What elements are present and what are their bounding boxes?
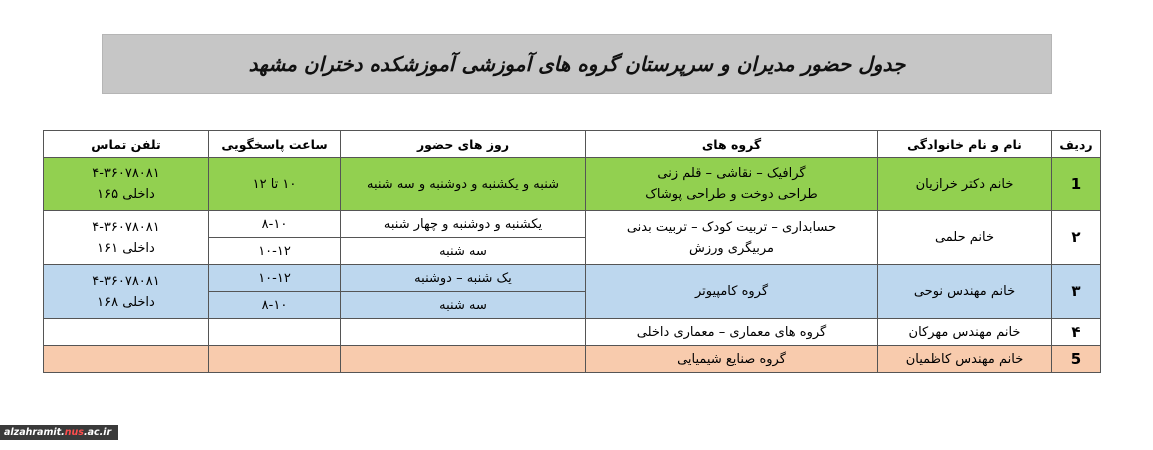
- header-groups: گروه های: [586, 131, 878, 158]
- hours-cell: ۱۰ تا ۱۲: [209, 158, 341, 211]
- site-suffix: .ac.ir: [83, 427, 112, 438]
- phone-number: ۴-۳۶۰۷۸۰۸۱: [92, 166, 160, 181]
- person-name: خانم دکتر خرازیان: [878, 158, 1052, 211]
- row-number: ۳: [1052, 265, 1101, 319]
- groups-cell: گروه کامپیوتر: [586, 265, 878, 319]
- phone-number: ۴-۳۶۰۷۸۰۸۱: [92, 219, 160, 235]
- groups-cell: گروه صنایع شیمیایی: [586, 346, 878, 373]
- header-hours: ساعت پاسخگویی: [209, 131, 341, 158]
- person-name: خانم مهندس مهرکان: [878, 319, 1052, 346]
- table-row: [44, 265, 1101, 292]
- row-number: 1: [1052, 158, 1101, 211]
- days-cell: سه شنبه: [341, 292, 586, 319]
- hours-cell: ۱۰-۱۲: [209, 238, 341, 265]
- table-row: [44, 346, 1101, 373]
- hours-cell: [209, 346, 341, 373]
- groups-line: گرافیک – نقاشی – قلم زنی: [657, 166, 806, 181]
- groups-line: مربیگری ورزش: [688, 240, 775, 256]
- person-name: خانم مهندس نوحی: [878, 265, 1052, 319]
- header-row-number: ردیف: [1052, 131, 1101, 158]
- site-accent: nus: [64, 427, 84, 438]
- hours-cell: [209, 319, 341, 346]
- groups-cell: گروه های معماری – معماری داخلی: [586, 319, 878, 346]
- days-cell: [341, 346, 586, 373]
- page-title: جدول حضور مدیران و سرپرستان گروه های آموزشی آموزشکده دختران مشهد: [248, 52, 906, 76]
- row-number: ۲: [1052, 211, 1101, 265]
- days-cell: سه شنبه: [341, 238, 586, 265]
- phone-cell: [44, 346, 209, 373]
- phone-cell: [44, 319, 209, 346]
- phone-extension: داخلی ۱۶۱: [97, 240, 155, 256]
- phone-extension: داخلی ۱۶۸: [97, 294, 155, 310]
- row-number: 5: [1052, 346, 1101, 373]
- groups-line: حسابداری – تربیت کودک – تربیت بدنی: [626, 219, 837, 235]
- table-row: [44, 158, 1101, 211]
- days-cell: [341, 319, 586, 346]
- site-watermark[interactable]: [0, 425, 118, 440]
- row-number: ۴: [1052, 319, 1101, 346]
- hours-cell: ۱۰-۱۲: [209, 265, 341, 292]
- header-name: نام و نام خانوادگی: [878, 131, 1052, 158]
- groups-cell: [586, 158, 878, 211]
- phone-number: ۴-۳۶۰۷۸۰۸۱: [92, 273, 160, 289]
- days-cell: شنبه و یکشنبه و دوشنبه و سه شنبه: [341, 158, 586, 211]
- site-prefix: alzahramit.: [4, 427, 65, 438]
- days-cell: یکشنبه و دوشنبه و چهار شنبه: [341, 211, 586, 238]
- days-cell: یک شنبه – دوشنبه: [341, 265, 586, 292]
- phone-extension: داخلی ۱۶۵: [97, 187, 155, 202]
- hours-cell: ۸-۱۰: [209, 211, 341, 238]
- hours-cell: ۸-۱۰: [209, 292, 341, 319]
- groups-line: طراحی دوخت و طراحی پوشاک: [645, 187, 818, 202]
- header-row: [44, 131, 1101, 158]
- person-name: خانم مهندس کاظمیان: [878, 346, 1052, 373]
- table-row: [44, 211, 1101, 238]
- title-banner: [102, 34, 1052, 94]
- person-name: خانم حلمی: [878, 211, 1052, 265]
- groups-cell: [586, 211, 878, 265]
- phone-cell: [44, 211, 209, 265]
- phone-cell: [44, 265, 209, 319]
- attendance-table: [43, 130, 1101, 373]
- header-days: روز های حضور: [341, 131, 586, 158]
- phone-cell: [44, 158, 209, 211]
- header-phone: تلفن تماس: [44, 131, 209, 158]
- table-row: [44, 319, 1101, 346]
